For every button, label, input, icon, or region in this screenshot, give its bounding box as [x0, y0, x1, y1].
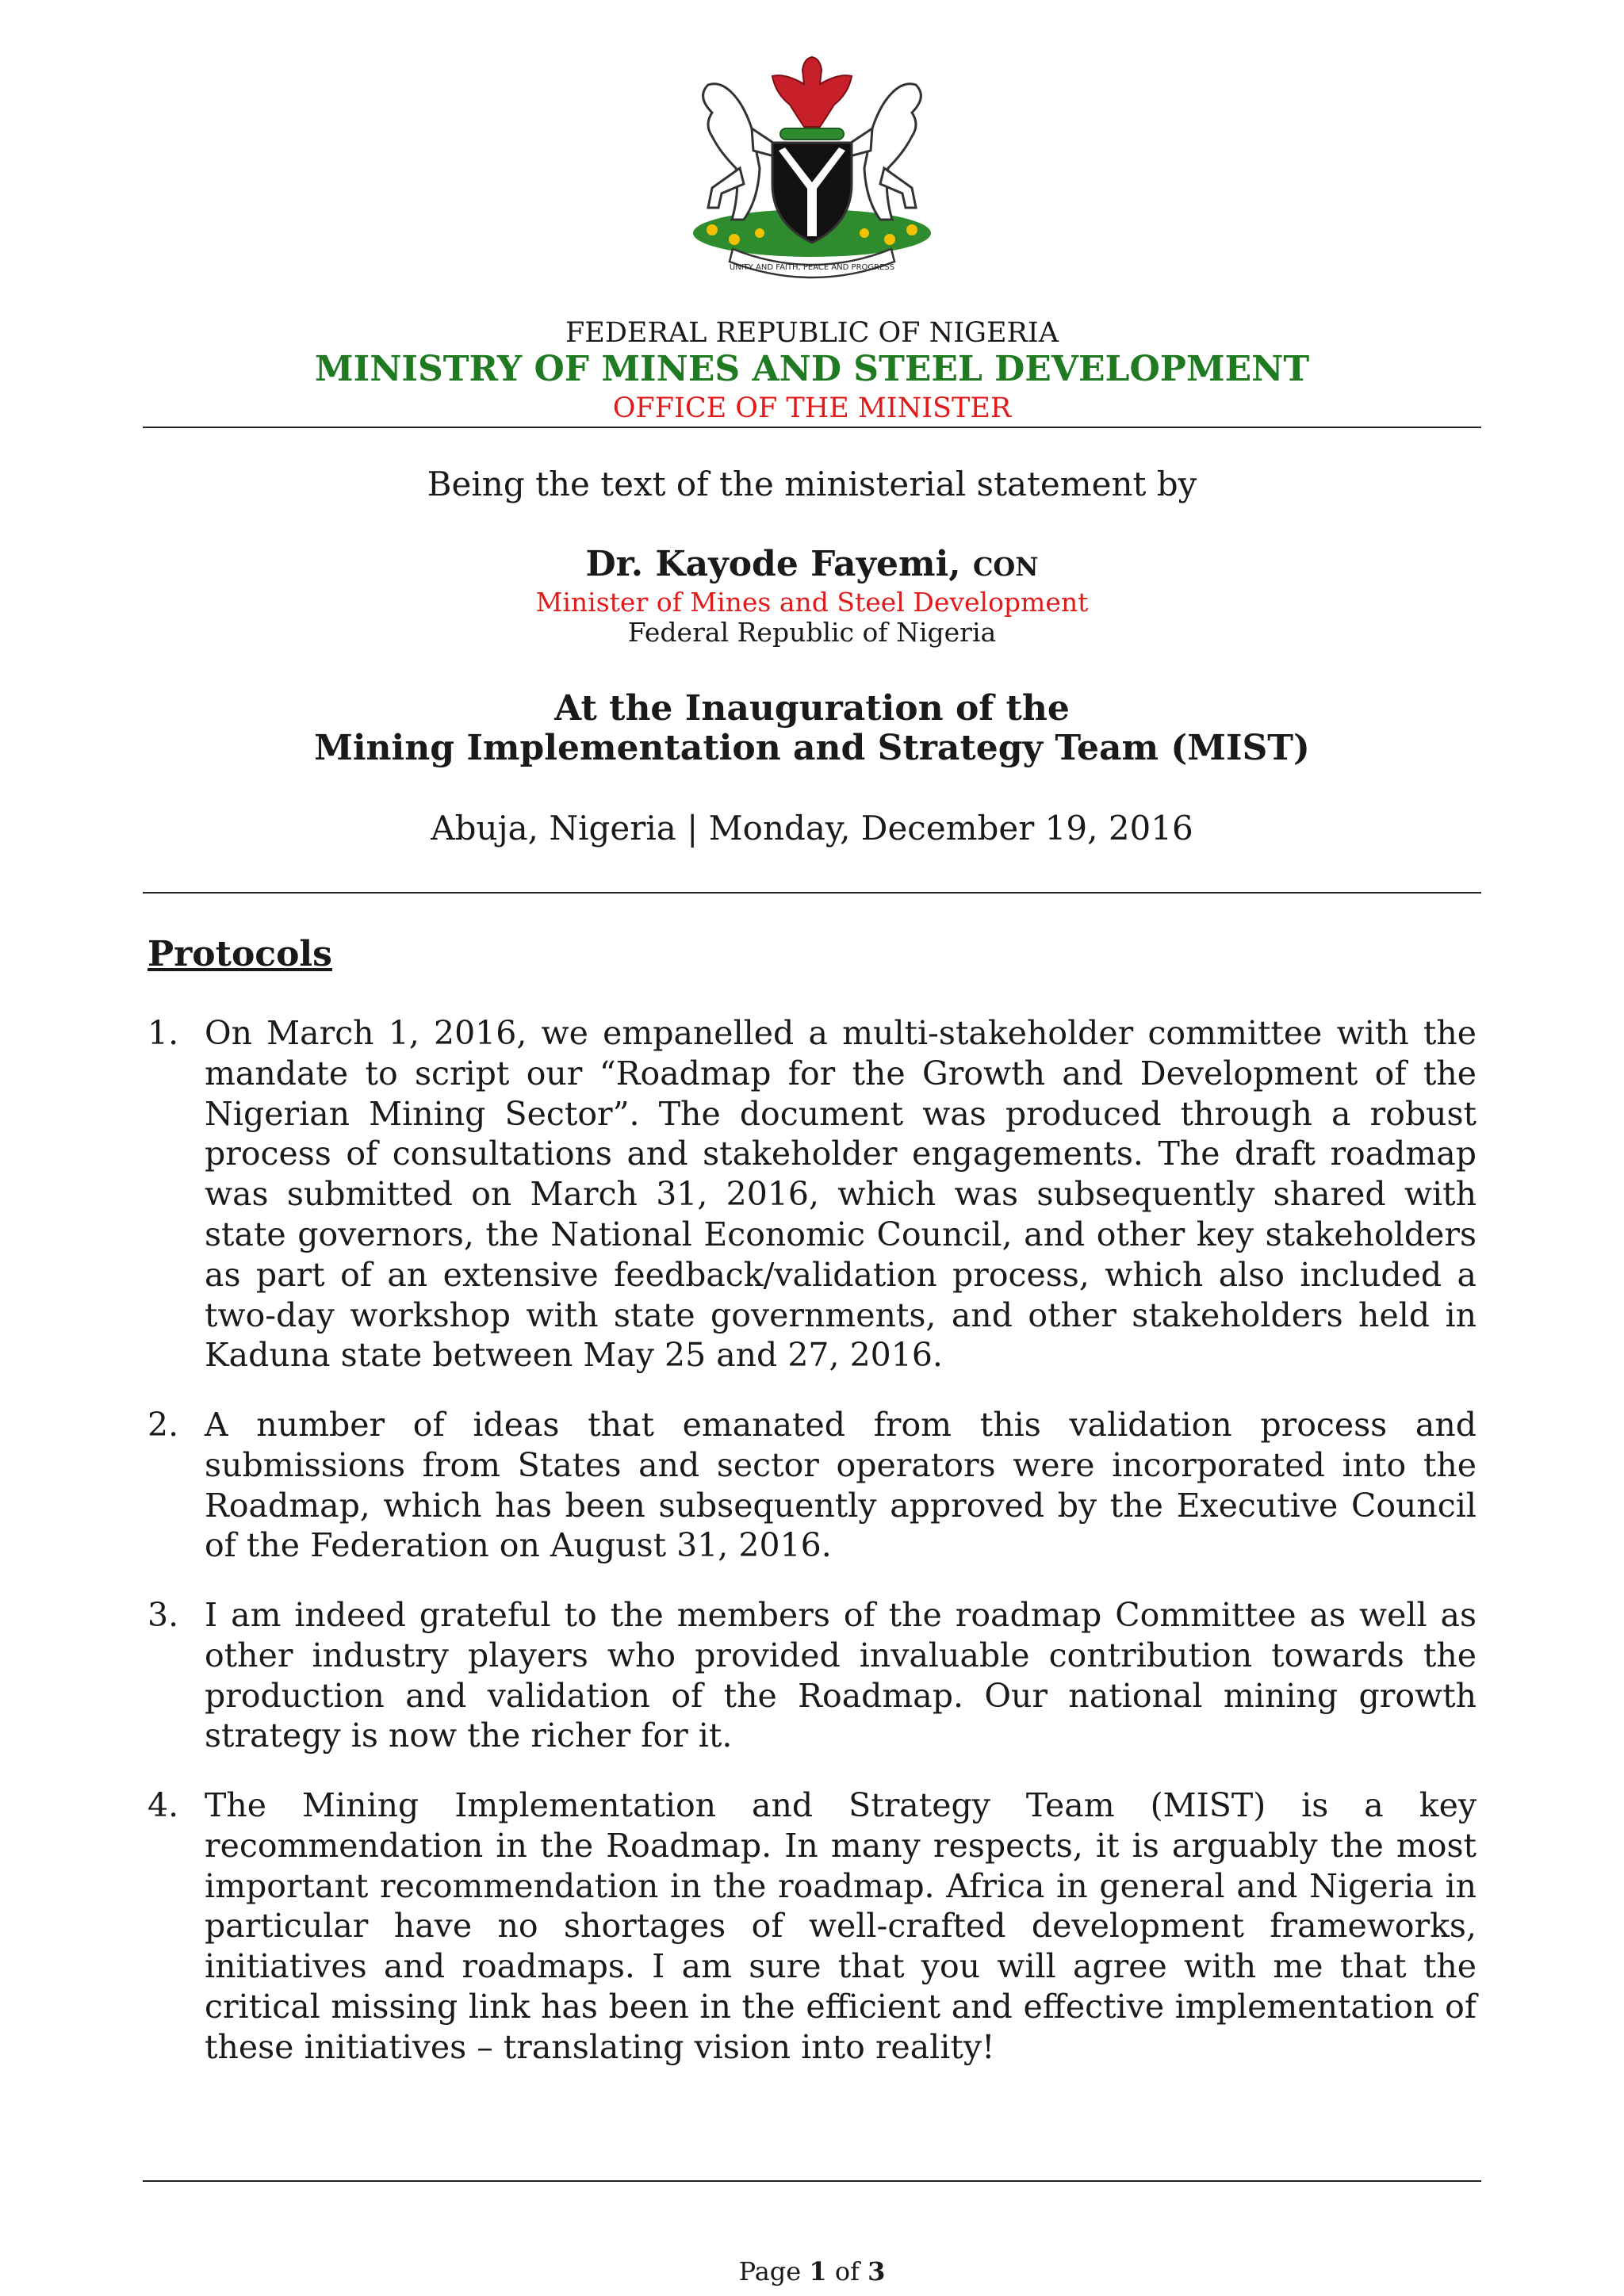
item-number: 2.: [147, 1406, 179, 1444]
speaker-line: [0, 544, 1624, 584]
occasion-line-2: Mining Implementation and Strategy Team (MIST): [314, 728, 1310, 768]
eagle: [772, 57, 852, 127]
speaker-title: Minister of Mines and Steel Development: [535, 587, 1089, 618]
motto-text: UNITY AND FAITH, PEACE AND PROGRESS: [729, 263, 895, 272]
ministry-name: MINISTRY OF MINES AND STEEL DEVELOPMENT: [314, 349, 1310, 389]
right-horse: [848, 84, 921, 220]
section-divider: [143, 892, 1481, 894]
wreath: [780, 128, 844, 140]
item-number: 1.: [147, 1014, 179, 1052]
list-item: [147, 1013, 1477, 1376]
total-pages: 3: [868, 2256, 886, 2286]
header-divider: [143, 427, 1481, 428]
list-item: [147, 1595, 1477, 1756]
coat-of-arms: [665, 49, 959, 295]
item-text: I am indeed grateful to the members of the roadmap Committee as well as other industry players who provided invaluable contribution towards the production and validation of the Roadmap. Our national mining growth strategy is now the richer for it.: [205, 1596, 1477, 1755]
item-text: The Mining Implementation and Strategy Team (MIST) is a key recommendation in the Roadmap. In many respects, it is arguably the most important recommendation in the roadmap. Africa in general and Nigeria in particular have no shortages of well-crafted development frameworks, initiatives and roadmaps. I am sure that you will agree with me that the critical missing link has been in the efficient and effective implementation of these initiatives – translating vision into reality!: [205, 1786, 1477, 2066]
dateline: Abuja, Nigeria | Monday, December 19, 2016: [431, 809, 1193, 848]
speaker-country: Federal Republic of Nigeria: [627, 617, 997, 648]
list-item: [147, 1405, 1477, 1566]
of-label: of: [834, 2256, 860, 2286]
item-text: A number of ideas that emanated from this validation process and submissions from States and sector operators were incorporated into the Roadmap, which has been subsequently approved by the Executive Council of the Federation on August 31, 2016.: [205, 1406, 1477, 1565]
speaker-honors: CON: [972, 552, 1039, 582]
statement-intro: Being the text of the ministerial statement by: [427, 465, 1197, 503]
section-heading: Protocols: [147, 934, 332, 974]
page-label: Page: [738, 2256, 802, 2286]
list-item: [147, 1785, 1477, 2068]
country-name: FEDERAL REPUBLIC OF NIGERIA: [565, 317, 1059, 349]
item-text: On March 1, 2016, we empanelled a multi-stakeholder committee with the mandate to script our “Roadmap for the Growth and Development of the Nigerian Mining Sector”. The document was produced through a robust process of consultations and stakeholder engagements. The draft roadmap was submitted on March 31, 2016, which was subsequently shared with state governors, the National Economic Council, and other key stakeholders as part of an extensive feedback/validation process, which also included a two-day workshop with state governments, and other stakeholders held in Kaduna state between May 25 and 27, 2016.: [205, 1014, 1477, 1375]
office-name: OFFICE OF THE MINISTER: [612, 392, 1012, 424]
item-number: 3.: [147, 1596, 179, 1634]
left-horse: [703, 84, 776, 220]
page-number: [0, 2256, 1624, 2286]
occasion-line-1: At the Inauguration of the: [554, 688, 1070, 729]
footer-divider: [143, 2180, 1481, 2182]
current-page: 1: [809, 2256, 827, 2286]
item-number: 4.: [147, 1786, 179, 1824]
speaker-name: Dr. Kayode Fayemi,: [585, 544, 961, 584]
